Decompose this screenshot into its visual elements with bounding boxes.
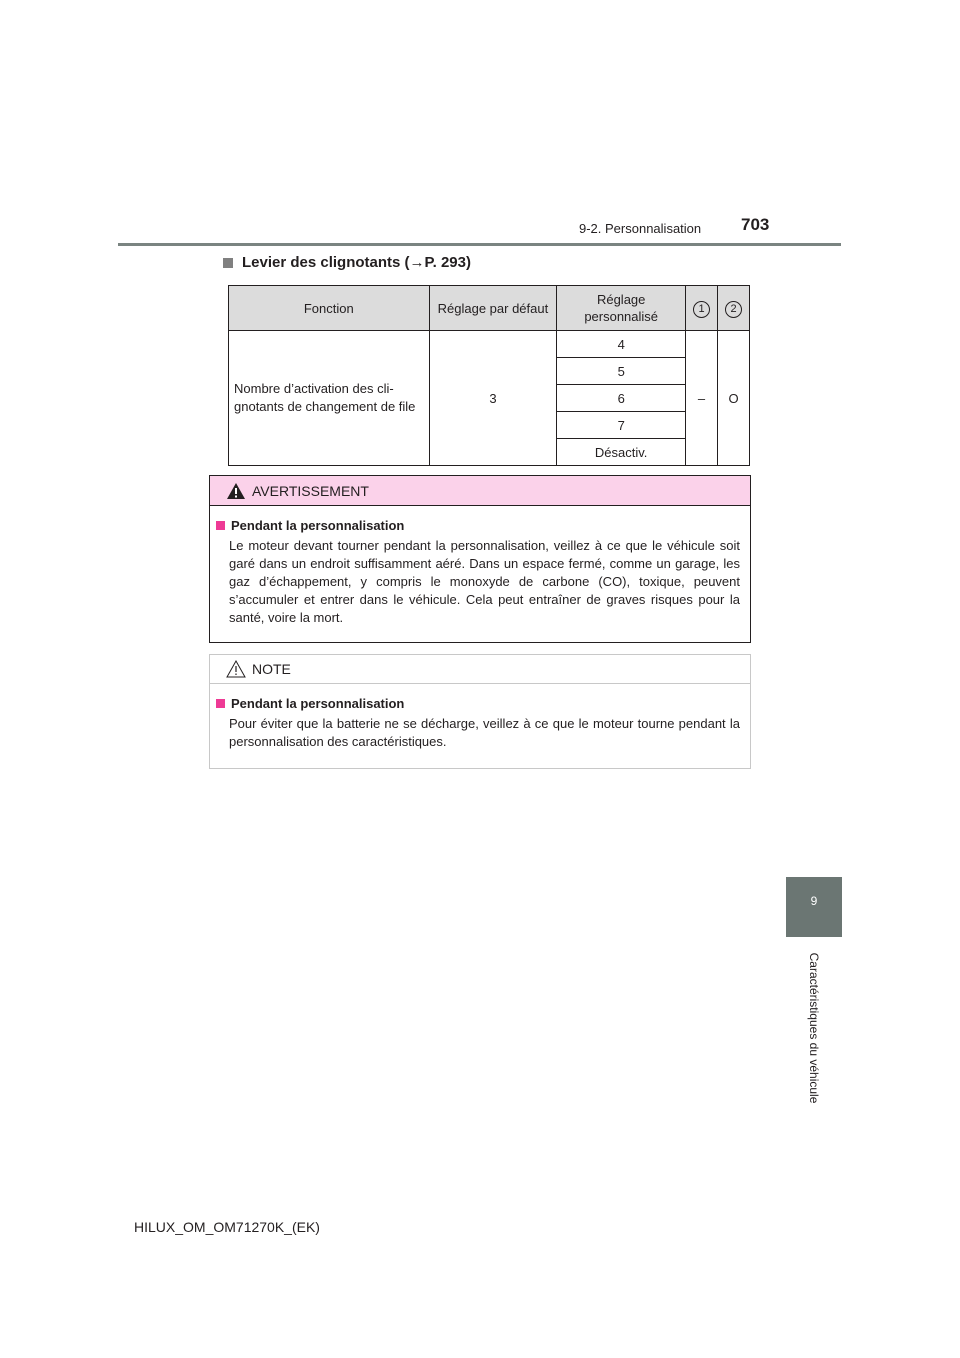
option-cell: 5 [557, 358, 686, 385]
warning-heading [210, 518, 750, 533]
section-title: 9-2. Personnalisation [579, 221, 702, 236]
pink-square-bullet-icon [216, 521, 225, 530]
table-row [229, 331, 750, 358]
chapter-label-text: Caractéristiques du véhicule [807, 952, 821, 1103]
function-cell: Nombre d’activation des cli-gnotants de changement de file [229, 331, 430, 466]
header-col-2 [718, 286, 750, 331]
header-function: Fonction [229, 286, 430, 331]
header-default: Réglage par défaut [429, 286, 557, 331]
note-heading-text: Pendant la personnalisation [231, 696, 405, 711]
square-bullet-icon [223, 258, 233, 268]
note-label: NOTE [252, 661, 291, 677]
header-divider [118, 243, 841, 246]
note-text: Pour éviter que la batterie ne se décharge, veillez à ce que le moteur tourne pendant la personnalisation des caractéristiques. [229, 716, 740, 749]
subsection-heading [223, 254, 471, 271]
option-cell: 6 [557, 385, 686, 412]
warning-heading-text: Pendant la personnalisation [231, 518, 405, 533]
col1-cell: – [686, 331, 718, 466]
subsection-title: Levier des clignotants (→P. 293) [242, 254, 471, 271]
warning-label: AVERTISSEMENT [252, 482, 369, 499]
warning-header [210, 476, 750, 506]
circled-1-icon: 1 [693, 301, 710, 318]
header-custom: Réglage personnalisé [557, 286, 686, 331]
option-cell: 4 [557, 331, 686, 358]
warning-text: Le moteur devant tourner pendant la personnalisation, veillez à ce que le véhicule soit garé dans un endroit suffisamment aéré. Dans un espace fermé, comme un garage, les gaz d’échappement, y compris le monoxyde de carbone (CO), toxique, peuvent s’accumuler et entrer dans le véhicule. Cela peut entraîner de graves risques pour la santé, voire la mort. [229, 538, 740, 625]
table-header-row [229, 286, 750, 331]
default-cell: 3 [429, 331, 557, 466]
col2-cell: O [718, 331, 750, 466]
settings-table [228, 285, 750, 466]
note-heading [210, 696, 750, 711]
chapter-tab: 9 [786, 877, 842, 937]
caution-triangle-icon [226, 660, 246, 678]
option-cell: Désactiv. [557, 439, 686, 466]
page-number: 703 [741, 215, 770, 234]
note-header [210, 655, 750, 684]
option-cell: 7 [557, 412, 686, 439]
note-box [209, 654, 751, 769]
footer-code: HILUX_OM_OM71270K_(EK) [134, 1219, 320, 1235]
circled-2-icon: 2 [725, 301, 742, 318]
warning-triangle-icon [226, 482, 246, 500]
header-col-1 [686, 286, 718, 331]
pink-square-bullet-icon [216, 699, 225, 708]
chapter-label [806, 945, 822, 1110]
warning-box [209, 475, 751, 643]
